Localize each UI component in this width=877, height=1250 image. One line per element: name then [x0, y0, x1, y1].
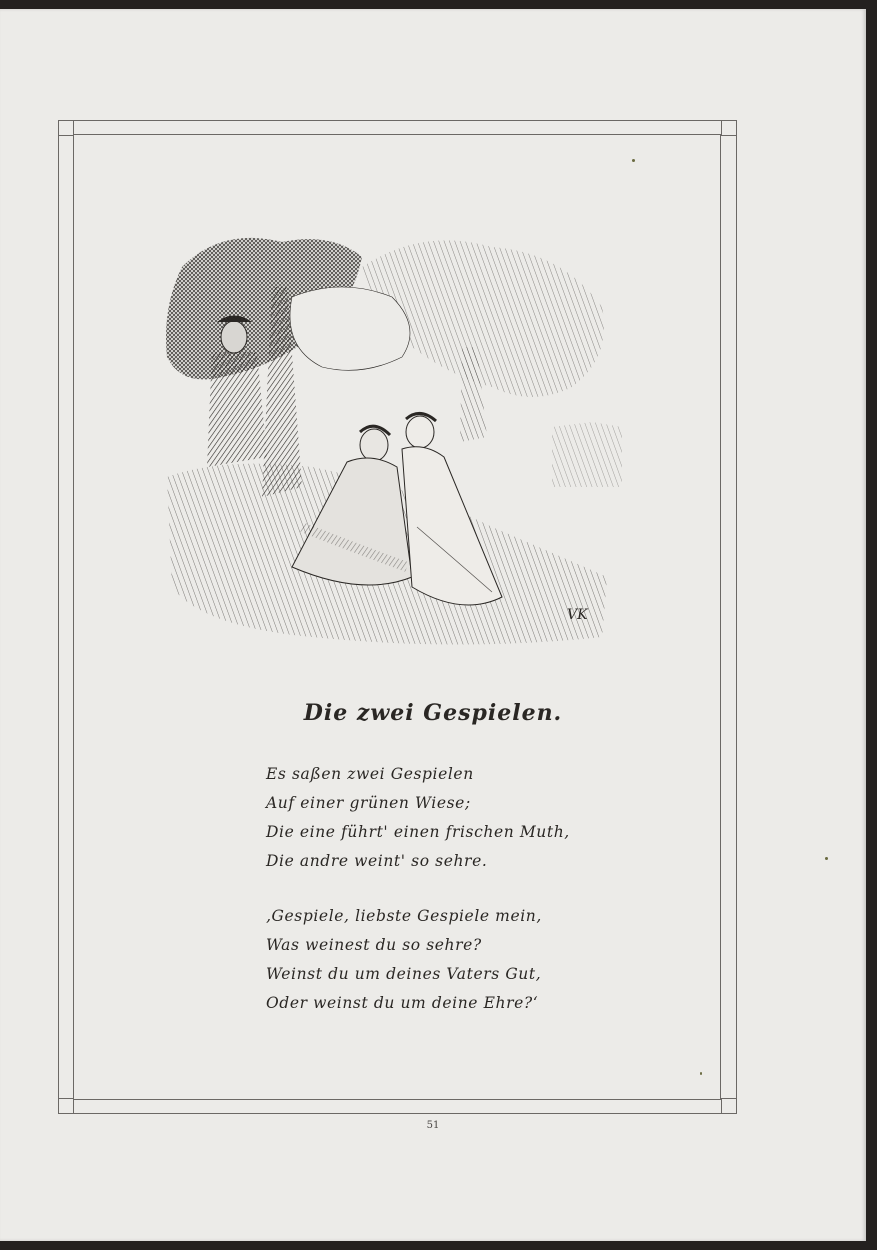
- paper-speck: [700, 1072, 702, 1075]
- page-number: 51: [426, 1120, 440, 1131]
- poem-stanza-2: [266, 902, 542, 1018]
- poem-line: Oder weinst du um deine Ehre?‘: [266, 994, 539, 1012]
- paper-speck: [825, 857, 828, 860]
- frame-corner-ornament: [721, 120, 737, 136]
- frame-corner-ornament: [721, 1098, 737, 1114]
- poem-line: ‚Gespiele, liebste Gespiele mein,: [266, 907, 542, 925]
- poem-line: Weinst du um deines Vaters Gut,: [266, 965, 542, 983]
- poem-line: Die eine führt' einen frischen Muth,: [266, 823, 570, 841]
- frame-corner-ornament: [58, 1098, 74, 1114]
- poem-line: Es saßen zwei Gespielen: [266, 765, 474, 783]
- book-page: [0, 9, 866, 1241]
- artist-signature: VK: [567, 607, 588, 623]
- paper-speck: [632, 159, 635, 162]
- poem-line: Was weinest du so sehre?: [266, 936, 482, 954]
- poem-title: Die zwei Gespielen.: [303, 700, 563, 726]
- poem-line: Auf einer grünen Wiese;: [266, 794, 471, 812]
- tree-canopy-center: [290, 287, 410, 370]
- poem-stanza-1: [266, 760, 570, 876]
- girl-figure-right: [402, 413, 502, 605]
- distant-hill: [552, 422, 622, 487]
- engraving-illustration: [162, 227, 622, 657]
- frame-corner-ornament: [58, 120, 74, 136]
- poem-line: Die andre weint' so sehre.: [266, 852, 488, 870]
